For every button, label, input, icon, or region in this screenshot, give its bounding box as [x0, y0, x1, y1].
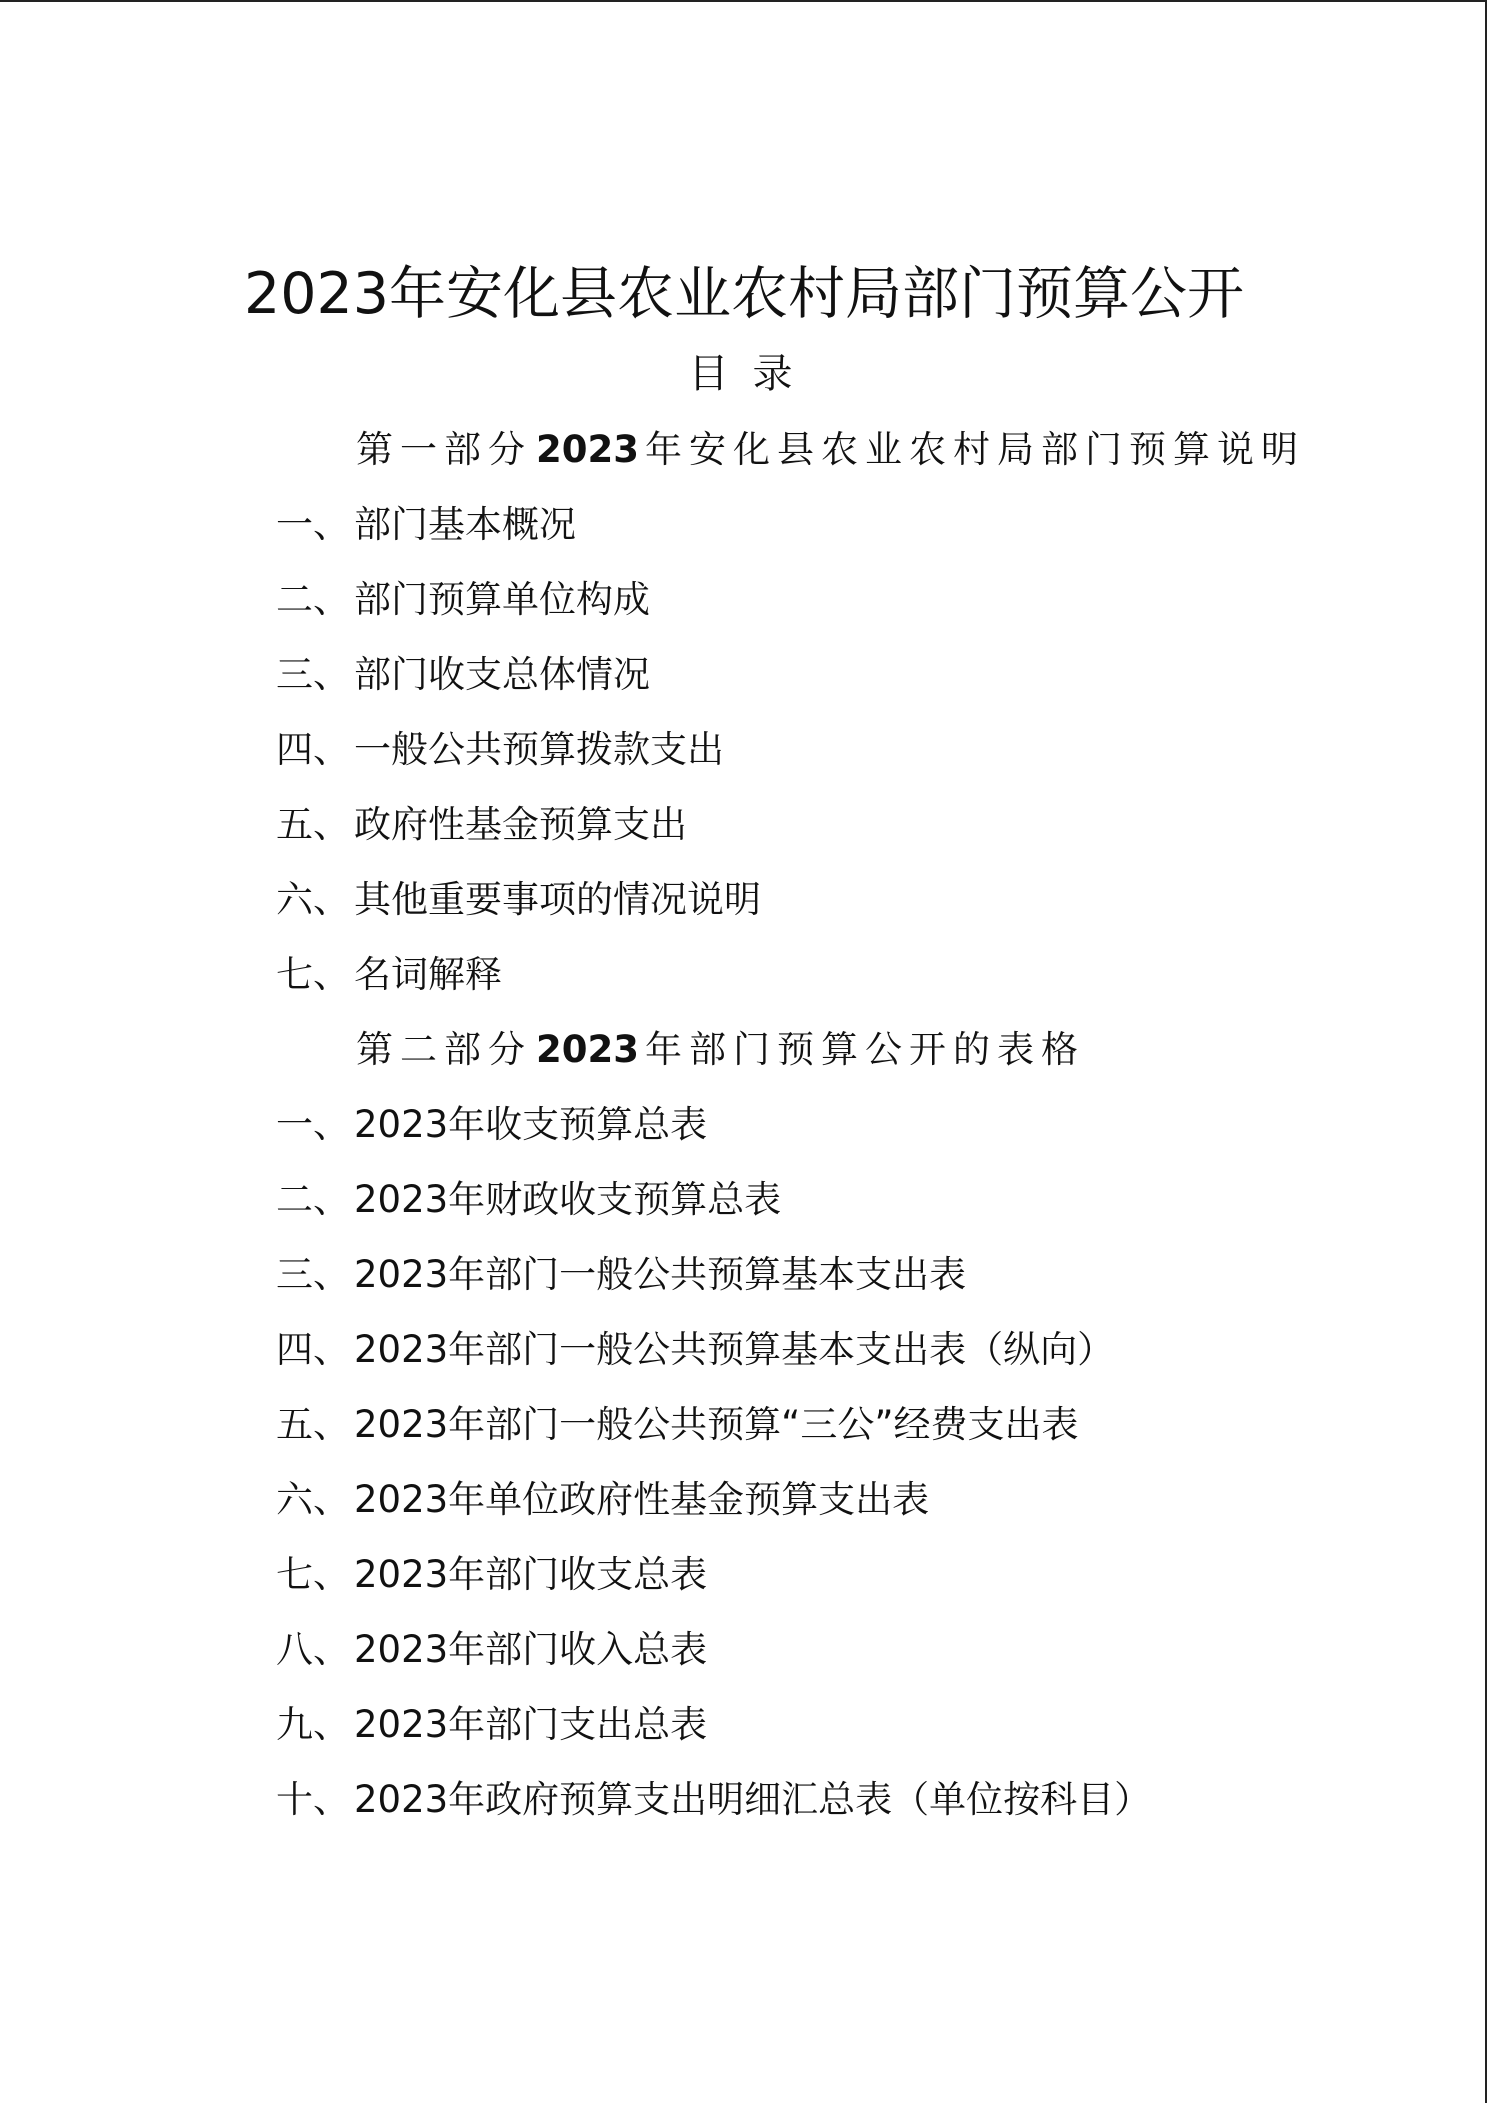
- toc-item[interactable]: [276, 1625, 707, 1675]
- toc-item[interactable]: [276, 1100, 707, 1150]
- toc-item-number: 五、: [276, 803, 350, 846]
- toc-item-number: 九、: [276, 1703, 350, 1746]
- toc-item[interactable]: [276, 500, 576, 550]
- toc-item[interactable]: [276, 1175, 781, 1225]
- toc-item-label: 部门预算单位构成: [354, 578, 650, 621]
- part1-suffix: 年安化县农业农村局部门预算说明: [644, 428, 1305, 471]
- toc-item-label: 2023年部门一般公共预算“三公”经费支出表: [354, 1403, 1079, 1446]
- part1-prefix: 第一部分: [356, 428, 532, 471]
- part2-suffix: 年部门预算公开的表格: [644, 1028, 1085, 1071]
- toc-item-label: 2023年政府预算支出明细汇总表（单位按科目）: [354, 1778, 1152, 1821]
- toc-item-label: 部门基本概况: [354, 503, 576, 546]
- toc-item-number: 一、: [276, 1103, 350, 1146]
- toc-item[interactable]: [276, 650, 650, 700]
- toc-item-label: 2023年部门一般公共预算基本支出表（纵向）: [354, 1328, 1115, 1371]
- toc-item-label: 2023年部门收支总表: [354, 1553, 708, 1596]
- part2-prefix: 第二部分: [356, 1028, 532, 1071]
- toc-item[interactable]: [276, 800, 687, 850]
- toc-item-number: 六、: [276, 1478, 350, 1521]
- toc-item-number: 二、: [276, 578, 350, 621]
- toc-item-number: 七、: [276, 1553, 350, 1596]
- toc-item-label: 2023年部门支出总表: [354, 1703, 708, 1746]
- document-title: 2023年安化县农业农村局部门预算公开: [243, 261, 1245, 327]
- toc-item-label: 名词解释: [354, 953, 502, 996]
- part2-heading: [356, 1025, 1085, 1075]
- part1-year: 2023: [536, 428, 639, 471]
- toc-item[interactable]: [276, 875, 761, 925]
- toc-item-label: 2023年收支预算总表: [354, 1103, 708, 1146]
- toc-item-label: 2023年财政收支预算总表: [354, 1178, 782, 1221]
- toc-item-label: 2023年单位政府性基金预算支出表: [354, 1478, 930, 1521]
- toc-item-number: 七、: [276, 953, 350, 996]
- toc-item-label: 2023年部门一般公共预算基本支出表: [354, 1253, 967, 1296]
- toc-item-number: 八、: [276, 1628, 350, 1671]
- toc-item-number: 四、: [276, 728, 350, 771]
- part1-heading: [356, 425, 1305, 475]
- toc-item[interactable]: [276, 1700, 707, 1750]
- toc-item-number: 三、: [276, 1253, 350, 1296]
- toc-item[interactable]: [276, 1550, 707, 1600]
- toc-item[interactable]: [276, 1325, 1114, 1375]
- toc-item-number: 二、: [276, 1178, 350, 1221]
- toc-item-number: 六、: [276, 878, 350, 921]
- toc-item-number: 五、: [276, 1403, 350, 1446]
- toc-item[interactable]: [276, 1775, 1151, 1825]
- toc-item-label: 部门收支总体情况: [354, 653, 650, 696]
- toc-item[interactable]: [276, 725, 724, 775]
- toc-item-number: 四、: [276, 1328, 350, 1371]
- toc-item[interactable]: [276, 1250, 966, 1300]
- toc-item[interactable]: [276, 1475, 929, 1525]
- toc-item-label: 一般公共预算拨款支出: [354, 728, 724, 771]
- toc-heading: 目录: [688, 351, 817, 397]
- toc-item-label: 政府性基金预算支出: [354, 803, 687, 846]
- toc-item-number: 三、: [276, 653, 350, 696]
- toc-item-number: 十、: [276, 1778, 350, 1821]
- toc-item-label: 其他重要事项的情况说明: [354, 878, 761, 921]
- toc-item-number: 一、: [276, 503, 350, 546]
- toc-item[interactable]: [276, 950, 502, 1000]
- toc-item[interactable]: [276, 1400, 1079, 1450]
- toc-item[interactable]: [276, 575, 650, 625]
- part2-year: 2023: [536, 1028, 639, 1071]
- toc-item-label: 2023年部门收入总表: [354, 1628, 708, 1671]
